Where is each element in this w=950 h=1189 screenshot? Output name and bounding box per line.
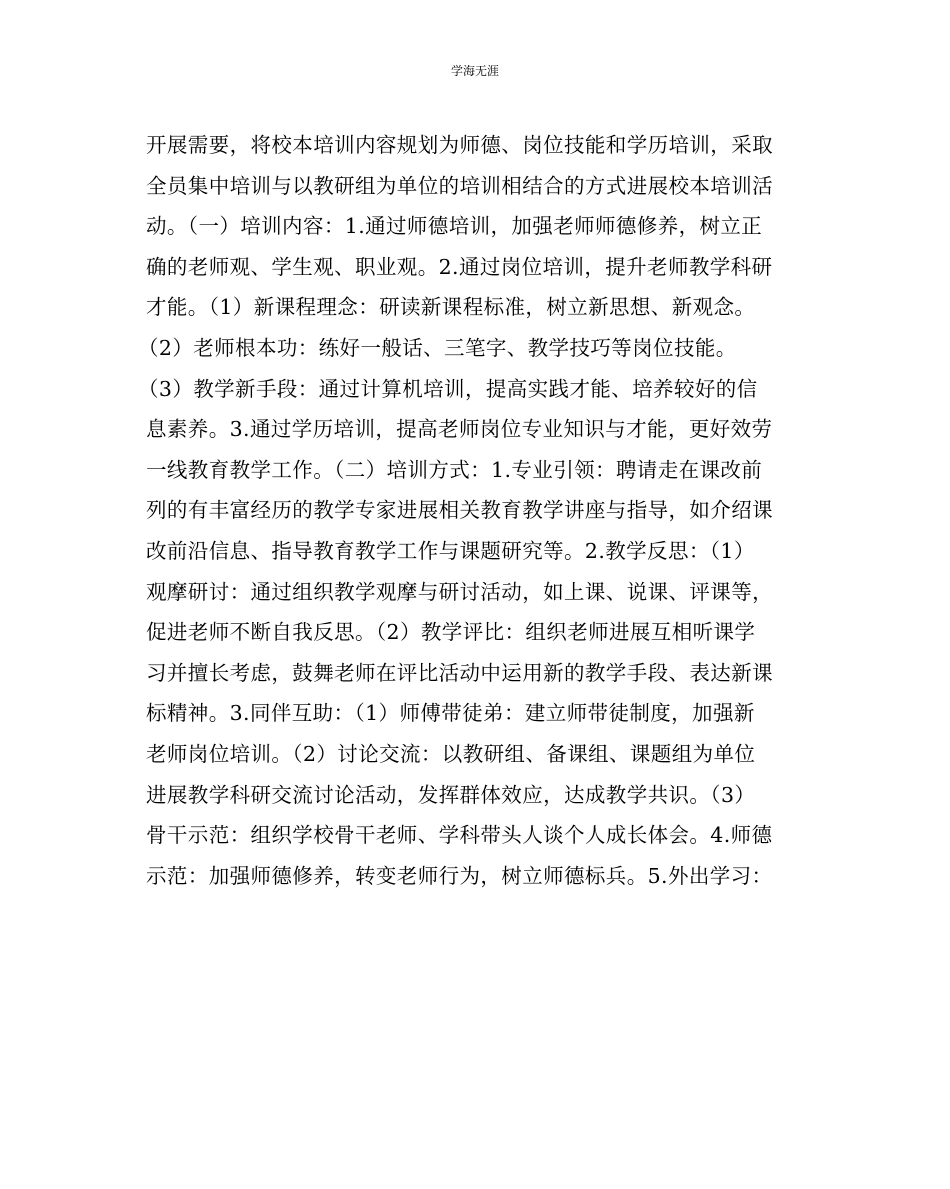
text-line: 进展教学科研交流讨论活动，发挥群体效应，达成教学共识。（3）	[146, 782, 756, 807]
text-line: 观摩研讨：通过组织教学观摩与研讨活动，如上课、说课、评课等，	[146, 579, 773, 604]
text-line: 开展需要，将校本培训内容规划为师德、岗位技能和学历培训，采取	[146, 133, 773, 157]
text-line: 改前沿信息、指导教育教学工作与课题研究等。2.教学反思：（1）	[146, 538, 755, 563]
text-line: 确的老师观、学生观、职业观。2.通过岗位培训，提升老师教学科研	[146, 254, 773, 279]
text-line: 示范：加强师德修养，转变老师行为，树立师德标兵。5.外出学习：	[146, 863, 773, 888]
text-line: 一线教育教学工作。（二）培训方式：1.专业引领：聘请走在课改前	[146, 457, 763, 482]
text-line: 动。（一）培训内容：1.通过师德培训，加强老师师德修养，树立正	[146, 214, 763, 239]
text-line: 促进老师不断自我反思。（2）教学评比：组织老师进展互相听课学	[146, 620, 756, 645]
text-line: 全员集中培训与以教研组为单位的培训相结合的方式进展校本培训活	[146, 173, 773, 198]
body-text	[138, 125, 816, 896]
text-line: 习并擅长考虑，鼓舞老师在评比活动中运用新的教学手段、表达新课	[146, 660, 773, 685]
text-line: 标精神。3.同伴互助：（1）师傅带徒弟：建立师带徒制度，加强新	[146, 701, 755, 726]
text-line: 列的有丰富经历的教学专家进展相关教育教学讲座与指导，如介绍课	[146, 498, 773, 523]
text-line: 才能。（1）新课程理念：研读新课程标准，树立新思想、新观念。	[146, 295, 756, 320]
page-header: 学海无涯	[450, 64, 499, 78]
text-line: （3）教学新手段：通过计算机培训，提高实践才能、培养较好的信	[138, 376, 758, 401]
text-line: （2）老师根本功：练好一般话、三笔字、教学技巧等岗位技能。	[138, 335, 737, 360]
text-line: 息素养。3.通过学历培训，提高老师岗位专业知识与才能，更好效劳	[146, 417, 773, 442]
text-line: 老师岗位培训。（2）讨论交流：以教研组、备课组、课题组为单位	[146, 741, 756, 766]
text-line: 骨干示范：组织学校骨干老师、学科带头人谈个人成长体会。4.师德	[146, 823, 773, 848]
